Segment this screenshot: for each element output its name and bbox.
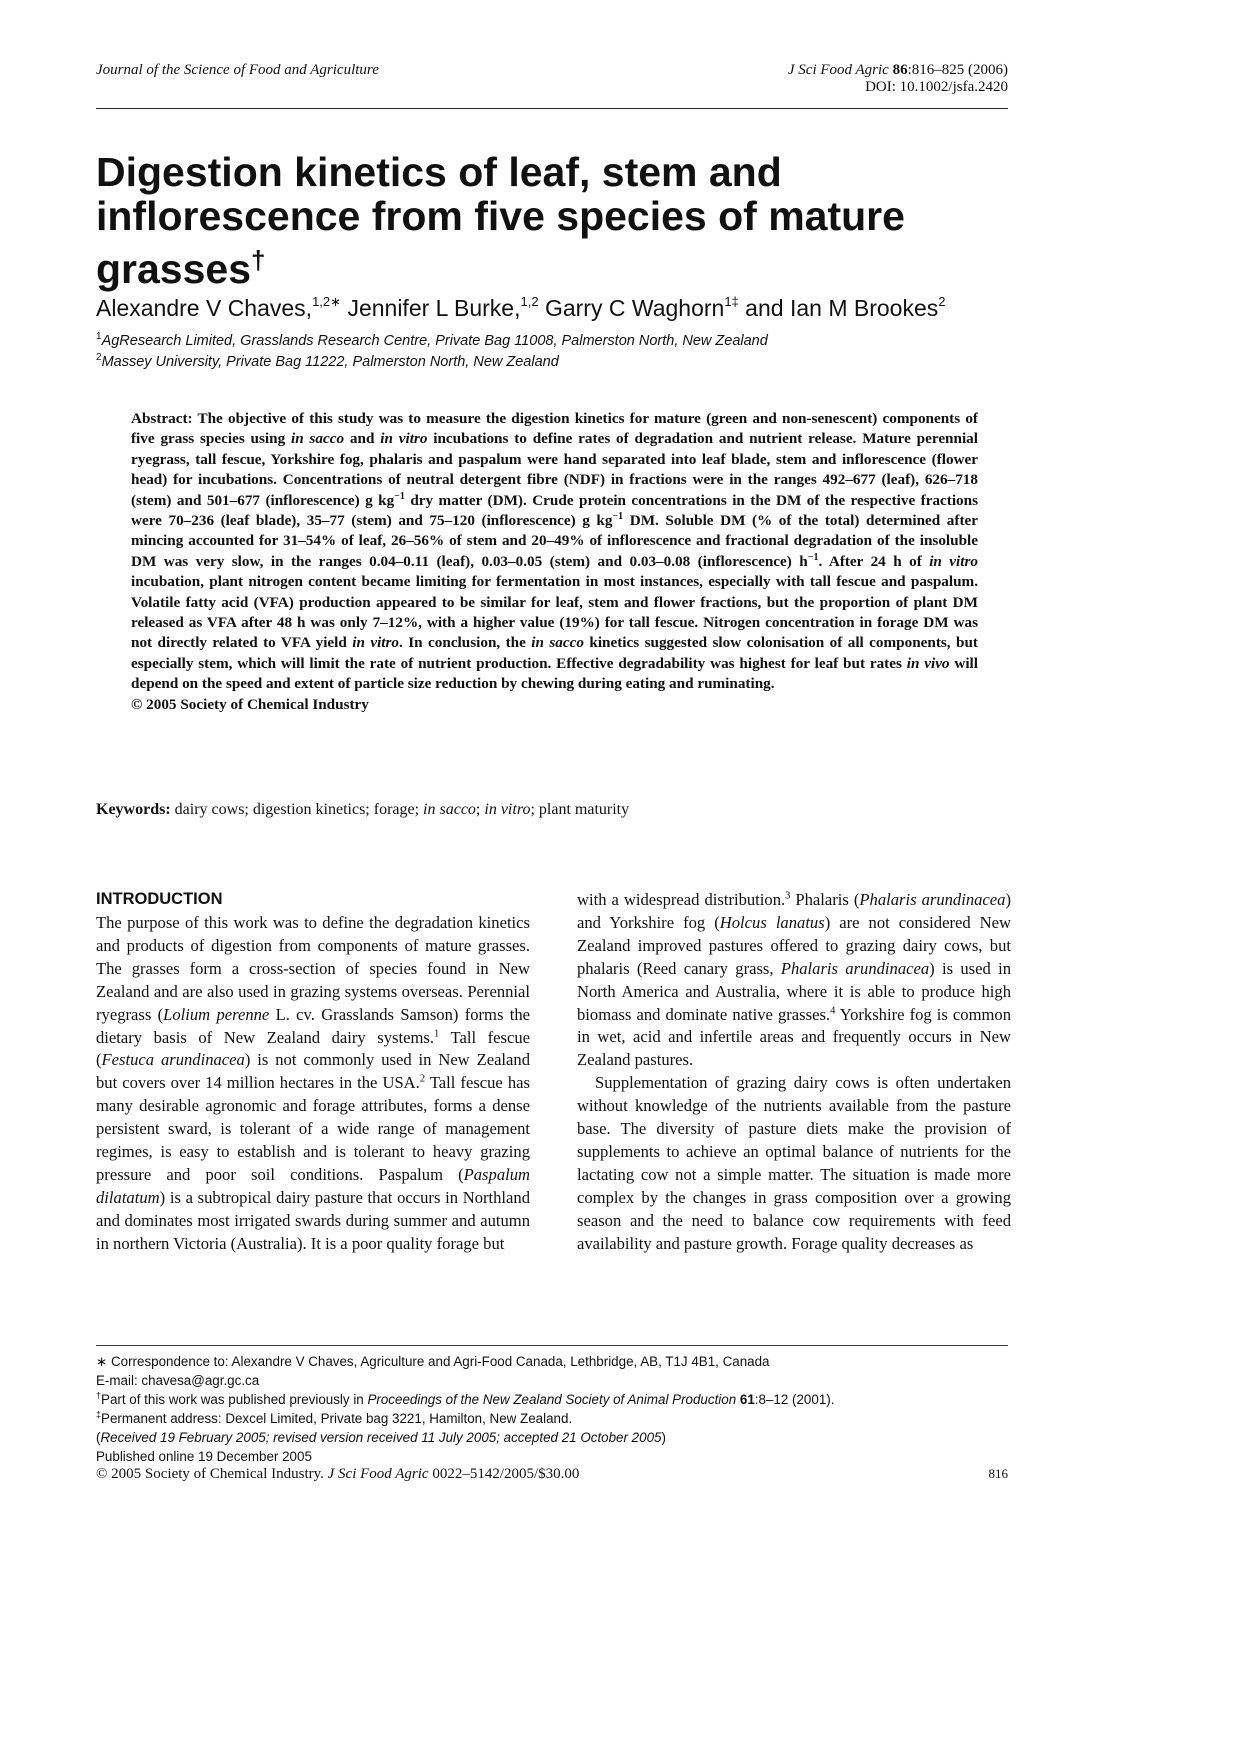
abstract-run: incubation, plant nitrogen content became limiting for fermentation in most instances, especially with tall fescue and paspalum. Volatile fatty acid (VFA) production appeared to be similar for leaf, stem and flower fractions, but the proportion of plant DM released as VFA after 48 h was only 7–12%, with a higher value (19%) for tall fescue. Nitrogen concentration in forage DM was not directly related to VFA yield: [131, 573, 978, 652]
author-1-corresponding-mark: ∗: [330, 294, 342, 309]
footer-journal: J Sci Food Agric: [327, 1466, 429, 1482]
footnote-bold: 61: [736, 1392, 755, 1407]
affiliation-2: [96, 352, 559, 370]
intro-run: Tall fescue (: [96, 1027, 530, 1070]
footnote-rule: [96, 1345, 1008, 1346]
citation-ref: 2: [419, 1073, 426, 1085]
abstract-italic: in vitro: [380, 430, 428, 448]
intro-run: ) is not commonly used in New Zealand but covers over 14 million hectares in the USA.: [96, 1050, 530, 1093]
keywords-run: ; plant maturity: [530, 801, 630, 818]
footnote-text: Part of this work was published previously in: [101, 1392, 368, 1407]
abstract-italic: in sacco: [531, 634, 584, 652]
abstract-run: dry matter (DM). Crude protein concentrations in the DM of the respective fractions were 70–236 (leaf blade), 35–77 (stem) and 75–120 (inflorescence) g kg: [131, 491, 979, 530]
intro-run: Tall fescue has many desirable agronomic and forage attributes, forms a dense persistent sward, is tolerant of a wide range of management regimes, is easy to establish and is tolerant to heavy grazing pressure and poor soil conditions. Paspalum (: [96, 1073, 530, 1184]
body-column-right: [577, 889, 1011, 1256]
intro-run: ) are not considered New Zealand improved pastures offered to grazing dairy cows, but phalaris (Reed canary grass,: [577, 912, 1011, 978]
footnote-text: ): [661, 1430, 666, 1445]
footnote-text: Permanent address: Dexcel Limited, Private bag 3221, Hamilton, New Zealand.: [101, 1411, 573, 1426]
footnote-received-dates: [96, 1428, 834, 1447]
keywords-run: dairy cows; digestion kinetics; forage;: [170, 801, 424, 818]
footnote-mark: †: [96, 1390, 102, 1401]
species-name: Phalaris arundinacea: [859, 890, 1006, 909]
intro-paragraph-1: [96, 912, 530, 1256]
affiliation-1-num: 1: [96, 331, 102, 342]
abstract-italic: in sacco: [291, 430, 345, 448]
abstract-run: . In conclusion, the: [399, 634, 532, 652]
abstract-label: Abstract:: [131, 410, 193, 427]
footnote-email: E-mail: chavesa@agr.gc.ca: [96, 1373, 260, 1388]
footnote-italic: Received 19 February 2005; revised version received 11 July 2005; accepted 21 October 2005: [100, 1430, 662, 1445]
intro-run-split-right: with a widespread distribution.: [577, 890, 786, 909]
footnote-permanent-address: [96, 1409, 834, 1428]
footnote-text: Correspondence to: Alexandre V Chaves, Agriculture and Agri-Food Canada, Lethbridge, AB, T1J 4B1, Canada: [107, 1354, 770, 1369]
author-4-affil: 2: [938, 294, 946, 309]
species-name: Festuca arundinacea: [101, 1050, 245, 1070]
intro-run: Phalaris (: [790, 890, 860, 909]
footnote-mark: ∗: [96, 1354, 108, 1369]
abstract-superscript: −1: [807, 551, 819, 563]
abstract-italic: in vitro: [352, 634, 400, 652]
footnote-prior-publication: [96, 1390, 834, 1409]
affiliation-2-text: Massey University, Private Bag 11222, Palmerston North, New Zealand: [101, 354, 559, 370]
footnote-italic: Proceedings of the New Zealand Society of Animal Production: [367, 1392, 737, 1407]
footnote-text: (: [96, 1430, 101, 1445]
keywords-label: Keywords:: [96, 801, 171, 818]
footnotes: [96, 1352, 834, 1466]
keyword-italic: in vitro: [484, 801, 531, 818]
author-1-affil: 1,2: [312, 294, 331, 309]
footnote-mark: ‡: [96, 1409, 102, 1420]
abstract-run: incubations to define rates of degradation and nutrient release. Mature perennial ryegrass, tall fescue, Yorkshire fog, phalaris and paspalum were hand separated into leaf blade, stem and inflorescence (flower head) for incubations. Concentrations of neutral detergent fibre (NDF) in fractions were in the ranges 492–677 (leaf), 626–718 (stem) and 501–677 (inflorescence) g kg: [131, 430, 978, 509]
doi: DOI: 10.1002/jsfa.2420: [865, 79, 1008, 95]
affiliation-1-text: AgResearch Limited, Grasslands Research Centre, Private Bag 11008, Palmerston North, New Zealand: [101, 333, 768, 349]
page-number: 816: [988, 1466, 1008, 1481]
intro-paragraph-1-continued: [577, 889, 1011, 1072]
title-footnote-mark: †: [251, 245, 266, 275]
abstract-run: DM. Soluble DM (% of the total) determined after mincing accounted for 31–54% of leaf, 26–56% of stem and 20–49% of inflorescence and fractional degradation of the insoluble DM was very slow, in the ranges 0.04–0.11 (leaf), 0.03–0.05 (stem) and 0.03–0.08 (inflorescence) h: [131, 512, 978, 570]
page-footer: [96, 1466, 1008, 1483]
species-name: Lolium perenne: [163, 1004, 270, 1024]
article-title-text: Digestion kinetics of leaf, stem and inflorescence from five species of mature grasses: [96, 149, 905, 292]
author-4: and Ian M Brookes: [738, 295, 939, 321]
keywords: [96, 801, 629, 819]
citation-ref: 1: [433, 1028, 440, 1039]
species-name: Phalaris arundinacea: [780, 958, 930, 978]
citation-line: [788, 62, 1008, 79]
abstract-run: The objective of this study was to measure the digestion kinetics for mature (green and non-senescent) components of five grass species using: [131, 410, 978, 448]
keywords-run: ;: [475, 801, 485, 818]
citation-volume: 86: [892, 62, 908, 78]
body-column-left: [96, 889, 530, 1256]
author-3-affil: 1‡: [724, 294, 739, 309]
keyword-italic: in sacco: [423, 801, 476, 818]
citation-ref: 3: [785, 890, 791, 902]
author-list: [96, 294, 945, 322]
author-1: Alexandre V Chaves,: [96, 295, 313, 321]
intro-run: ) and Yorkshire fog (: [577, 890, 1011, 932]
citation-block: [788, 62, 1008, 96]
abstract-run: and: [344, 430, 381, 448]
author-2-affil: 1,2: [520, 294, 539, 309]
intro-run-split-left: ) is a subtropical dairy pasture that occurs in Northland and dominates most irrigated swards during summer and autumn in northern Victoria (Australia). It is a poor quality forage but: [96, 1187, 530, 1253]
header-rule: [96, 108, 1008, 109]
article-title: [96, 150, 996, 291]
abstract-superscript: −1: [394, 490, 405, 502]
intro-paragraph-2: Supplementation of grazing dairy cows is often undertaken without knowledge of the nutrients available from the pasture base. The diversity of pasture diets make the provision of supplements to achieve an optimal balance of nutrients for the lactating cow not a simple matter. The situation is made more complex by the changes in grass composition over a growing season and the need to balance cow requirements with feed availability and pasture growth. Forage quality decreases as: [577, 1073, 1011, 1253]
running-header: [96, 62, 1008, 102]
section-heading-introduction: INTRODUCTION: [96, 890, 223, 908]
footer-issn: 0022–5142/2005/$30.00: [428, 1466, 580, 1482]
footer-copyright: © 2005 Society of Chemical Industry.: [96, 1466, 328, 1482]
species-name: Paspalum dilatatum: [96, 1164, 530, 1207]
species-name: Holcus lanatus: [719, 912, 825, 932]
footnote-text: :8–12 (2001).: [754, 1392, 835, 1407]
abstract-text: [131, 409, 978, 695]
author-3: Garry C Waghorn: [538, 295, 725, 321]
citation-journal: J Sci Food Agric: [787, 62, 889, 78]
citation-pages: :816–825 (2006): [907, 62, 1008, 78]
affiliation-2-num: 2: [96, 352, 102, 363]
intro-run: Yorkshire fog is common in wet, acid and infertile areas and frequently occurs in New Zealand pastures.: [577, 1004, 1011, 1070]
abstract-run: kinetics suggested slow colonisation of all components, but especially stem, which will limit the rate of nutrient production. Effective degradability was highest for leaf but rates: [131, 634, 978, 672]
abstract-italic: in vivo: [906, 654, 950, 672]
footnote-correspondence: [96, 1352, 834, 1371]
abstract-run: will depend on the speed and extent of particle size reduction by chewing during eating and ruminating.: [131, 654, 978, 693]
citation-ref: 4: [830, 1005, 836, 1016]
intro-run: L. cv. Grasslands Samson) forms the dietary basis of New Zealand dairy systems.: [96, 1004, 530, 1047]
journal-name: Journal of the Science of Food and Agriculture: [96, 62, 379, 78]
abstract-superscript: −1: [612, 510, 624, 522]
abstract-italic: in vitro: [929, 552, 978, 570]
footnote-published-online: Published online 19 December 2005: [96, 1449, 312, 1464]
abstract-copyright: © 2005 Society of Chemical Industry: [131, 695, 369, 713]
abstract-run: . After 24 h of: [818, 552, 930, 570]
author-2: Jennifer L Burke,: [341, 295, 521, 321]
affiliation-1: [96, 331, 768, 349]
abstract: [131, 409, 978, 715]
intro-run: ) is used in North America and Australia, where it is able to produce high biomass and dominate native grasses.: [577, 958, 1011, 1024]
intro-run: The purpose of this work was to define the degradation kinetics and products of digestion from components of mature grasses. The grasses form a cross-section of species found in New Zealand and are also used in grazing systems overseas. Perennial ryegrass (: [96, 913, 530, 1024]
